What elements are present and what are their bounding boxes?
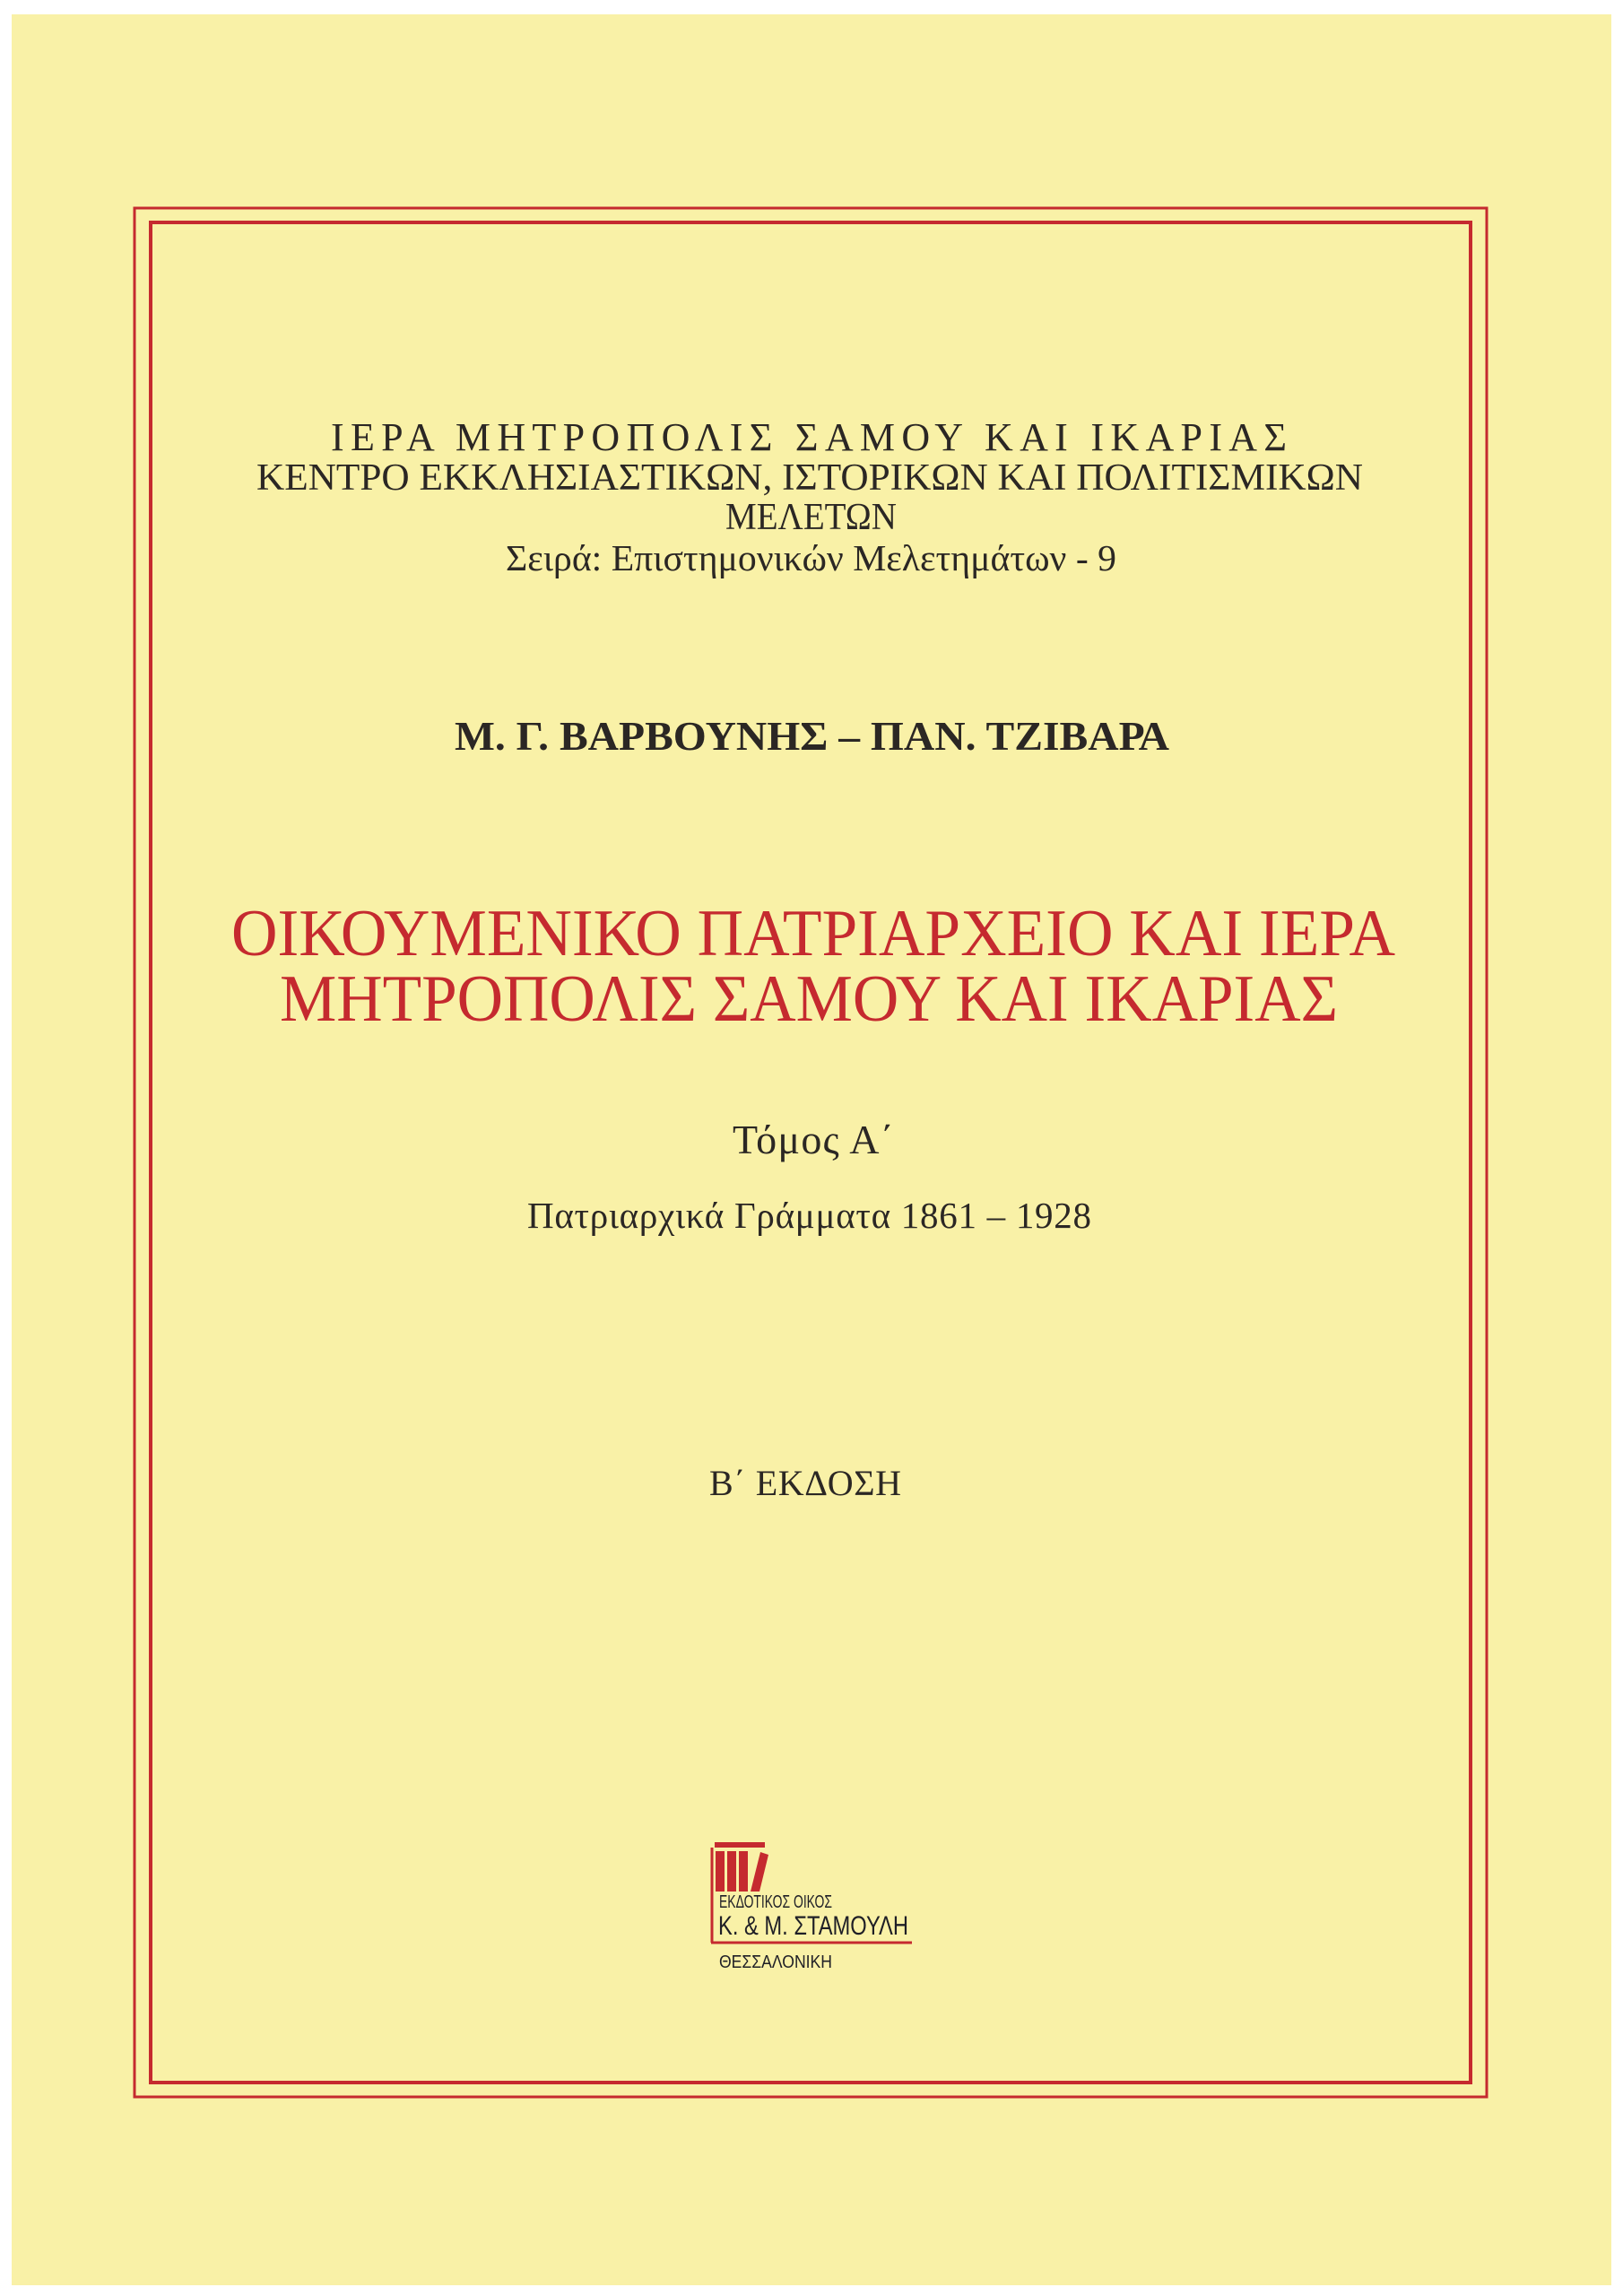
institution-line-1: ΙΕΡΑ ΜΗΤΡΟΠΟΛΙΣ ΣΑΜΟΥ ΚΑΙ ΙΚΑΡΙΑΣ [331,415,1287,459]
subtitle: Πατριαρχικά Γράμματα 1861 – 1928 [527,1195,1091,1236]
institution-line-2: ΚΕΝΤΡΟ ΕΚΚΛΗΣΙΑΣΤΙΚΩΝ, ΙΣΤΟΡΙΚΩΝ ΚΑΙ ΠΟΛΙΤΙΣΜΙΚΩΝ [256,457,1363,499]
title-line-2: ΜΗΤΡΟΠΟΛΙΣ ΣΑΜΟΥ ΚΑΙ ΙΚΑΡΙΑΣ [280,962,1338,1036]
authors: Μ. Γ. ΒΑΡΒΟΥΝΗΣ – ΠΑΝ. ΤΖΙΒΑΡΑ [455,713,1169,759]
title-line-1: ΟΙΚΟΥΜΕΝΙΚΟ ΠΑΤΡΙΑΡΧΕΙΟ ΚΑΙ ΙΕΡΑ [231,897,1395,970]
series-line: Σειρά: Επιστημονικών Μελετημάτων - 9 [506,537,1116,578]
publisher-line-1: ΕΚΔΟΤΙΚΟΣ ΟΙΚΟΣ [719,1892,832,1912]
publisher-city: ΘΕΣΣΑΛΟΝΙΚΗ [719,1952,832,1972]
volume-label: Τόμος Α΄ [733,1117,894,1162]
edition-label: Β΄ ΕΚΔΟΣΗ [709,1463,901,1503]
institution-line-3: ΜΕΛΕΤΩΝ [725,497,897,538]
publisher-name: Κ. & Μ. ΣΤΑΜΟΥΛΗ [718,1911,908,1941]
